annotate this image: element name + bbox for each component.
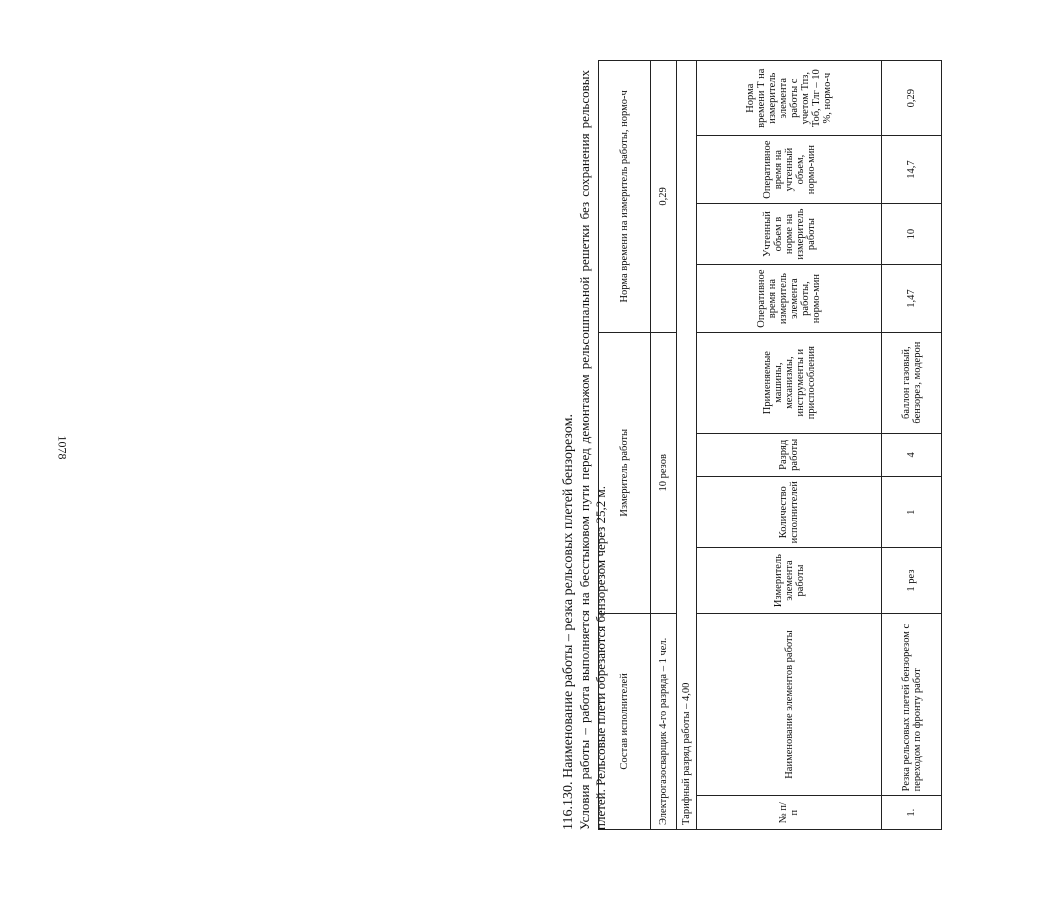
row-workers: 1 xyxy=(882,477,942,548)
header-meter: Измеритель работы xyxy=(599,332,651,613)
col-header-volume: Учтенный объем в норме на измеритель работы xyxy=(697,203,882,265)
meter-value: 10 резов xyxy=(651,332,677,613)
page-number: 1078 xyxy=(55,435,70,460)
col-header-op-volume: Оперативное время на учтенный объем, нормо-мин xyxy=(697,136,882,203)
header-norm: Норма времени на измеритель работы, нормо-ч xyxy=(599,61,651,333)
row-tools: баллон газовый, бензорез, модерон xyxy=(882,332,942,433)
row-meter: 1 рез xyxy=(882,548,942,613)
col-header-name: Наименование элементов работы xyxy=(697,613,882,796)
row-op-volume: 14,7 xyxy=(882,136,942,203)
col-header-tools: Применяемые машины, механизмы, инструменты и приспособления xyxy=(697,332,882,433)
row-num: 1. xyxy=(882,796,942,830)
row-norm: 0,29 xyxy=(882,61,942,136)
rotated-page xyxy=(560,60,1060,840)
norm-table xyxy=(598,60,942,830)
table-row xyxy=(882,61,942,830)
col-header-op-time: Оперативное время на измеритель элемента работы, нормо-мин xyxy=(697,265,882,332)
row-op-time: 1,47 xyxy=(882,265,942,332)
col-header-num: № п/п xyxy=(697,796,882,830)
header-staff: Состав исполнителей xyxy=(599,613,651,829)
work-conditions: Условия работы – работа выполняется на бесстыковом пути перед демонтажом рельсошпальной решетки без сохранения рельсовых плетей. Рельсовые плети обрезаются бензорезом через 25,2 м. xyxy=(577,70,608,830)
col-header-norm-t: Норма времени Т на измеритель элемента работы с учетом Тпз, Тоб, Тлг – 10 %, нормо-ч xyxy=(697,61,882,136)
col-header-grade: Разряд работы xyxy=(697,433,882,477)
row-name: Резка рельсовых плетей бензорезом с переходом по фронту работ xyxy=(882,613,942,796)
row-volume: 10 xyxy=(882,203,942,265)
col-header-workers: Количество исполнителей xyxy=(697,477,882,548)
work-title: 116.130. Наименование работы – резка рельсовых плетей бензорезом. xyxy=(561,414,576,830)
staff-value: Электрогазосварщик 4-го разряда – 1 чел. xyxy=(651,613,677,829)
norm-value: 0,29 xyxy=(651,61,677,333)
row-grade: 4 xyxy=(882,433,942,477)
col-header-meter: Измеритель элемента работы xyxy=(697,548,882,613)
tariff-grade: Тарифный разряд работы – 4,00 xyxy=(677,61,697,830)
